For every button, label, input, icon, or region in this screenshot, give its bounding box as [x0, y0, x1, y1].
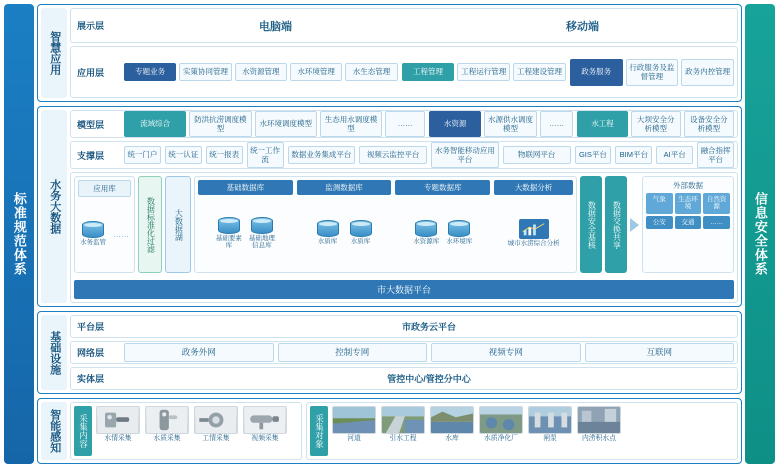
object-item-label: 闸泵: [543, 435, 557, 442]
object-item-water-diversion[interactable]: [380, 406, 426, 456]
database-icon: [350, 220, 372, 237]
app-item-water-resource[interactable]: 水资源管理: [235, 63, 287, 80]
flow-arrow: [630, 176, 639, 273]
topic-db-2-label: 水环境库: [446, 238, 473, 246]
base-db-1[interactable]: [214, 217, 244, 250]
collect-content-tag: [74, 406, 92, 456]
collect-item-water-quality[interactable]: [144, 406, 190, 456]
camera-icon: [243, 406, 287, 434]
model-group-head-water-engineering[interactable]: 水工程: [577, 111, 627, 138]
model-item-more-basin[interactable]: ……: [385, 111, 425, 138]
data-block-row: [74, 176, 734, 273]
river-photo: [332, 406, 376, 434]
section-body-water-bigdata: [70, 110, 738, 303]
layer-content-platform: [124, 319, 734, 334]
data-exchange-share[interactable]: 数据交换共享: [605, 176, 627, 273]
databases-box: [194, 176, 577, 273]
layer-label-entity: 实体层: [77, 374, 105, 385]
app-group-engineering: [402, 63, 566, 80]
collect-object-tag: [310, 406, 328, 456]
collect-content-tag-label: 采集内容: [78, 414, 89, 448]
model-group-water-resource: [429, 111, 573, 138]
app-item-water-ecology[interactable]: 水生态管理: [345, 63, 397, 80]
external-cell-ecology[interactable]: 生态环境: [675, 193, 702, 214]
monitor-db-title: 监测数据库: [297, 180, 392, 195]
support-item-workflow[interactable]: 统一工作流: [247, 142, 284, 169]
entity-item-control-center[interactable]: 管控中心/管控分中心: [387, 374, 471, 385]
external-data-grid: [646, 193, 730, 229]
app-store-db[interactable]: [78, 221, 108, 246]
sidebar-right-security: [745, 4, 775, 464]
base-db-2[interactable]: [247, 217, 277, 250]
topic-db-1[interactable]: [411, 220, 441, 245]
support-item-report[interactable]: 统一报表: [206, 146, 243, 163]
model-item-more-resource[interactable]: ……: [540, 111, 574, 138]
data-filter-block[interactable]: 数据标准化过滤: [138, 176, 162, 273]
collect-object-box: [306, 402, 738, 460]
model-item-flood-drought[interactable]: 防洪抗涝调度模型: [189, 111, 251, 138]
external-cell-transport[interactable]: 交通: [675, 216, 702, 229]
section-body-smart-application: [70, 8, 738, 98]
monitor-db-1-label: 水质库: [317, 238, 338, 246]
support-item-portal[interactable]: 统一门户: [124, 146, 161, 163]
app-group-government-service: [570, 59, 734, 86]
perception-row: [70, 402, 738, 460]
collect-object-items: [331, 406, 734, 456]
sidebar-left-standards: [4, 4, 34, 464]
object-item-gate-pump[interactable]: [527, 406, 573, 456]
city-bigdata-platform-bar[interactable]: 市大数据平台: [74, 280, 734, 299]
bigdata-analysis-title: 大数据分析: [494, 180, 573, 195]
app-group-head-engineering[interactable]: 工程管理: [402, 63, 455, 80]
collect-item-video[interactable]: [242, 406, 288, 456]
water-plant-photo: [479, 406, 523, 434]
model-group-head-basin[interactable]: 流域综合: [124, 111, 186, 138]
collect-item-label: 水质采集: [153, 435, 181, 442]
section-title-smart-application: [41, 8, 67, 98]
model-group-basin: [124, 111, 425, 138]
topic-db-title: 专题数据库: [395, 180, 490, 195]
bigdata-analysis-box: [494, 180, 573, 269]
model-item-supply-dispatch[interactable]: 水源供水调度模型: [484, 111, 536, 138]
app-store-title: 应用库: [78, 180, 131, 197]
section-smart-application: [37, 4, 742, 102]
object-item-river[interactable]: [331, 406, 377, 456]
section-title-text: 智慧应用: [48, 31, 61, 75]
support-item-iot-platform[interactable]: 物联网平台: [503, 146, 571, 163]
layer-content-model: [124, 114, 734, 134]
topic-db-row: [395, 197, 490, 269]
topic-db-1-label: 水资源库: [413, 238, 440, 246]
collect-item-engineering[interactable]: [193, 406, 239, 456]
database-icon: [448, 220, 470, 237]
database-icon: [251, 217, 273, 234]
support-item-auth[interactable]: 统一认证: [165, 146, 202, 163]
gate-pump-photo: [528, 406, 572, 434]
object-item-label: 引水工程: [389, 435, 417, 442]
monitor-db-2-label: 水质库: [350, 238, 371, 246]
platform-item-city-cloud[interactable]: 市政务云平台: [401, 322, 456, 333]
object-item-water-plant[interactable]: [478, 406, 524, 456]
sidebar-right-label: 信息安全体系: [752, 192, 768, 276]
model-item-water-env[interactable]: 水环境调度模型: [255, 111, 317, 138]
object-item-reservoir[interactable]: [429, 406, 475, 456]
base-db-1-label: 基础要素库: [215, 234, 242, 250]
engineering-sensor-icon: [194, 406, 238, 434]
layer-application: [70, 46, 738, 98]
support-item-bim-platform[interactable]: BIM平台: [615, 146, 652, 163]
model-item-eco-water[interactable]: 生态用水调度模型: [320, 111, 382, 138]
base-db-row: [198, 197, 293, 269]
collect-object-tag-label: 采集对象: [314, 414, 325, 448]
section-water-bigdata: [37, 106, 742, 307]
external-cell-natural-resource[interactable]: 自然资源: [703, 193, 730, 214]
object-item-label: 水质净化厂: [484, 435, 518, 442]
network-item-control-network[interactable]: 控制专网: [278, 343, 428, 362]
support-item-ai-platform[interactable]: AI平台: [656, 146, 693, 163]
collect-item-label: 视频采集: [251, 435, 279, 442]
app-store-db-row: [78, 199, 131, 269]
database-icon: [218, 217, 240, 234]
base-db-title: 基础数据库: [198, 180, 293, 195]
data-security-core[interactable]: 数据安全基核: [580, 176, 602, 273]
section-body-perception: [70, 402, 738, 460]
app-item-water-environment[interactable]: 水环境管理: [290, 63, 342, 80]
external-cell-police[interactable]: 公安: [646, 216, 673, 229]
analysis-item-label: 城市水涝综合分析: [507, 239, 560, 247]
network-item-internet[interactable]: 互联网: [585, 343, 735, 362]
layer-label-support: 支撑层: [77, 150, 105, 161]
external-cell-meteorology[interactable]: 气象: [646, 193, 673, 214]
section-body-infrastructure: [70, 315, 738, 390]
bigdata-analysis-row: [494, 197, 573, 269]
app-item-engineering-operation[interactable]: 工程运行管理: [457, 63, 510, 80]
monitor-db-2[interactable]: [346, 220, 376, 245]
support-item-command-platform[interactable]: 融合指挥平台: [697, 142, 734, 169]
arrow-right-icon: [630, 218, 639, 232]
sidebar-left-label: 标准规范体系: [11, 192, 27, 276]
monitor-db-box: [297, 180, 392, 269]
layer-model: [70, 110, 738, 138]
topic-db-box: [395, 180, 490, 269]
data-lake-block[interactable]: 大数据湖: [165, 176, 191, 273]
monitor-db-row: [297, 197, 392, 269]
app-store-box: [74, 176, 135, 273]
app-item-admin-service-supervision[interactable]: 行政服务及监督管理: [626, 59, 679, 86]
database-icon: [415, 220, 437, 237]
presentation-pc[interactable]: 电脑端: [259, 20, 292, 33]
layer-content-entity: [124, 371, 734, 386]
support-item-data-integration[interactable]: 数据业务集成平台: [288, 146, 356, 163]
app-store-db-label: 水务监管: [80, 239, 106, 247]
layer-content-presentation: [124, 12, 734, 39]
layer-presentation: [70, 8, 738, 43]
app-item-engineering-construction[interactable]: 工程建设管理: [513, 63, 566, 80]
section-infrastructure: [37, 311, 742, 394]
database-icon: [317, 220, 339, 237]
collect-item-label: 工情采集: [202, 435, 230, 442]
app-item-internal-control[interactable]: 政务内控管理: [681, 59, 734, 86]
object-item-label: 水库: [445, 435, 459, 442]
section-title-text-perception: 智能感知: [48, 409, 61, 453]
water-quality-sensor-icon: [145, 406, 189, 434]
section-title-text-bigdata: 水务大数据: [48, 179, 61, 235]
layer-support: [70, 141, 738, 169]
layer-content-application: [124, 50, 734, 94]
app-group-head-topic-business[interactable]: 专题业务: [124, 63, 176, 80]
model-group-water-engineering: [577, 111, 734, 138]
network-item-video-network[interactable]: 视频专网: [431, 343, 581, 362]
layer-label-presentation: 展示层: [77, 21, 105, 32]
app-group-head-government-service[interactable]: 政务服务: [570, 59, 623, 86]
section-title-infrastructure: [41, 315, 67, 390]
reservoir-photo: [430, 406, 474, 434]
base-db-2-label: 基础地理信息库: [248, 234, 275, 250]
collect-content-items: [95, 406, 298, 456]
diagram-center-column: [37, 4, 742, 464]
external-data-box: [642, 176, 734, 273]
layer-label-platform: 平台层: [77, 322, 105, 333]
external-data-title: 外部数据: [673, 181, 703, 190]
collect-content-box: [70, 402, 302, 460]
layer-label-model: 模型层: [77, 119, 105, 130]
section-intelligent-perception: [37, 398, 742, 464]
app-item-emergency-coordination[interactable]: 实策协同管理: [179, 63, 231, 80]
object-item-label: 内涝积水点: [582, 435, 616, 442]
presentation-mobile[interactable]: 移动端: [566, 20, 599, 33]
object-item-waterlogging-point[interactable]: [576, 406, 622, 456]
layer-platform: [70, 315, 738, 338]
topic-db-2[interactable]: [444, 220, 474, 245]
analysis-chart-thumb: [519, 219, 549, 239]
model-item-dam-safety[interactable]: 大坝安全分析模型: [631, 111, 681, 138]
model-item-equipment-safety[interactable]: 设备安全分析模型: [684, 111, 734, 138]
external-cell-more[interactable]: ……: [703, 216, 730, 229]
support-item-gis-platform[interactable]: GIS平台: [575, 146, 612, 163]
layer-entity: [70, 367, 738, 390]
water-level-sensor-icon: [96, 406, 140, 434]
collect-item-water-level[interactable]: [95, 406, 141, 456]
layer-label-application: 应用层: [77, 67, 105, 78]
base-db-box: [198, 180, 293, 269]
support-item-mobile-platform[interactable]: 水务智能移动应用平台: [431, 142, 499, 169]
layer-content-support: [124, 145, 734, 165]
layer-network: [70, 341, 738, 364]
collect-item-label: 水情采集: [104, 435, 132, 442]
section-title-perception: [41, 402, 67, 460]
app-group-topic-business: [124, 63, 398, 80]
network-item-gov-extranet[interactable]: 政务外网: [124, 343, 274, 362]
section-title-text-infra: 基础设施: [48, 330, 61, 375]
layer-content-network: [124, 345, 734, 360]
database-icon: [82, 221, 104, 238]
section-title-water-bigdata: [41, 110, 67, 303]
layer-label-network: 网络层: [77, 348, 105, 359]
app-store-ellipsis: ……: [113, 229, 129, 239]
object-item-label: 河道: [347, 435, 361, 442]
monitor-db-1[interactable]: [313, 220, 343, 245]
waterlogging-photo: [577, 406, 621, 434]
model-group-head-water-resource[interactable]: 水资源: [429, 111, 481, 138]
layer-data-block: [70, 172, 738, 303]
support-item-video-cloud[interactable]: 视频云监控平台: [359, 146, 427, 163]
diversion-project-photo: [381, 406, 425, 434]
